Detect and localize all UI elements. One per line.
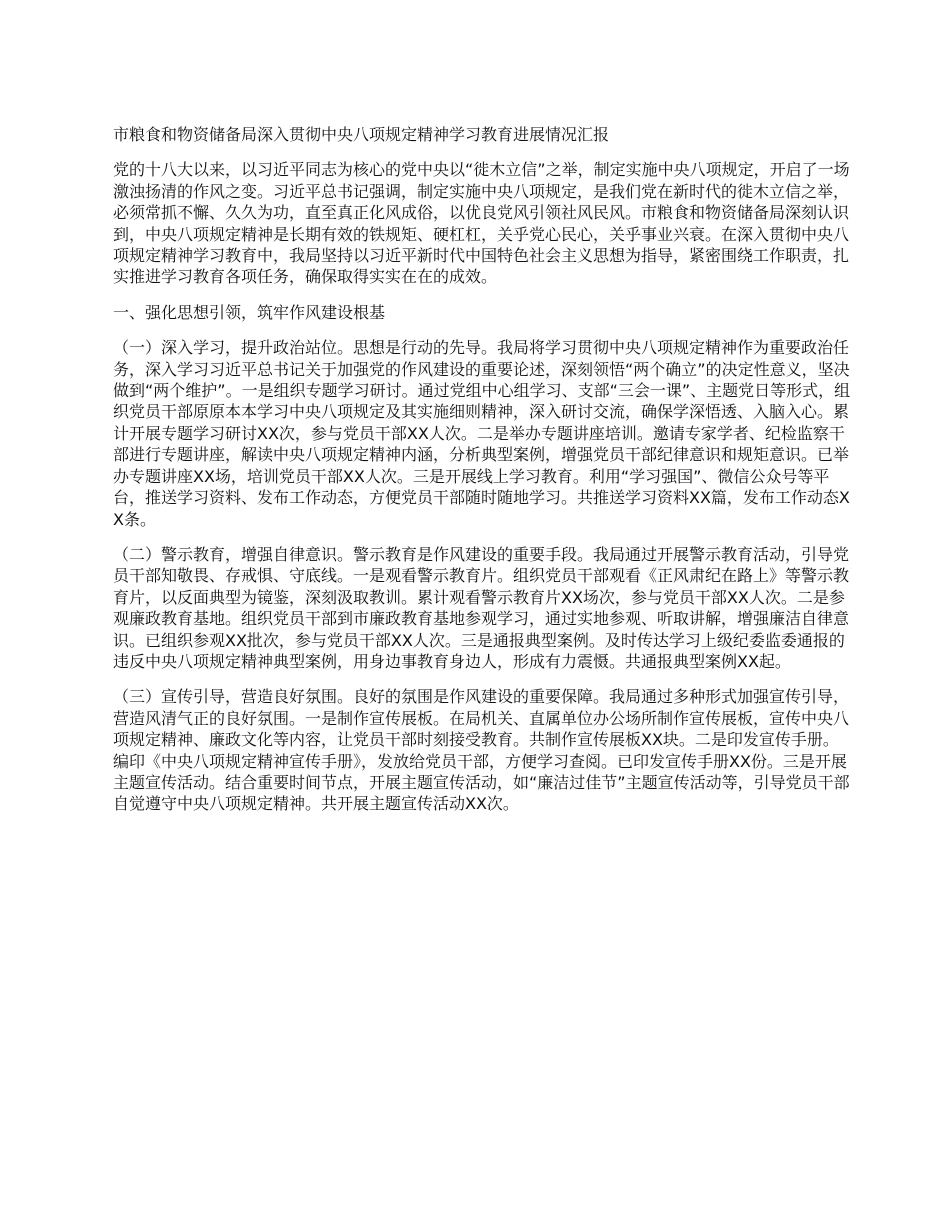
section-1-paragraph-1: （一）深入学习，提升政治站位。思想是行动的先导。我局将学习贯彻中央八项规定精神作为重要政治任务，深入学习习近平总书记关于加强党的作风建设的重要论述，深刻领悟“两个确立”的决定性意义，坚决做到“两个维护”。一是组织专题学习研讨。通过党组中心组学习、支部“三会一课”、主题党日等形式，组织党员干部原原本本学习中央八项规定及其实施细则精神，深入研讨交流，确保学深悟透、入脑入心。累计开展专题学习研讨XX次，参与党员干部XX人次。二是举办专题讲座培训。邀请专家学者、纪检监察干部进行专题讲座，解读中央八项规定精神内涵，分析典型案例，增强党员干部纪律意识和规矩意识。已举办专题讲座XX场，培训党员干部XX人次。三是开展线上学习教育。利用“学习强国”、微信公众号等平台，推送学习资料、发布工作动态，方便党员干部随时随地学习。共推送学习资料XX篇，发布工作动态XX条。 xyxy=(113,338,851,529)
section-heading-1: 一、强化思想引领，筑牢作风建设根基 xyxy=(113,302,386,322)
section-1-paragraph-2: （二）警示教育，增强自律意识。警示教育是作风建设的重要手段。我局通过开展警示教育活动，引导党员干部知敬畏、存戒惧、守底线。一是观看警示教育片。组织党员干部观看《正风肃纪在路上》等警示教育片，以反面典型为镜鉴，深刻汲取教训。累计观看警示教育片XX场次，参与党员干部XX人次。二是参观廉政教育基地。组织党员干部到市廉政教育基地参观学习，通过实地参观、听取讲解，增强廉洁自律意识。已组织参观XX批次，参与党员干部XX人次。三是通报典型案例。及时传达学习上级纪委监委通报的违反中央八项规定精神典型案例，用身边事教育身边人，形成有力震慑。共通报典型案例XX起。 xyxy=(113,544,850,671)
document-title: 市粮食和物资储备局深入贯彻中央八项规定精神学习教育进展情况汇报 xyxy=(113,125,610,144)
intro-paragraph: 党的十八大以来，以习近平同志为核心的党中央以“徙木立信”之举，制定实施中央八项规定，开启了一场激浊扬清的作风之变。习近平总书记强调，制定实施中央八项规定，是我们党在新时代的徙木立信之举，必须常抓不懈、久久为功，直至真正化风成俗，以优良党风引领社风民风。市粮食和物资储备局深刻认识到，中央八项规定精神是长期有效的铁规矩、硬杠杠，关乎党心民心，关乎事业兴衰。在深入贯彻中央八项规定精神学习教育中，我局坚持以习近平新时代中国特色社会主义思想为指导，紧密围绕工作职责，扎实推进学习教育各项任务，确保取得实实在在的成效。 xyxy=(113,160,850,287)
section-1-paragraph-3: （三）宣传引导，营造良好氛围。良好的氛围是作风建设的重要保障。我局通过多种形式加强宣传引导，营造风清气正的良好氛围。一是制作宣传展板。在局机关、直属单位办公场所制作宣传展板，宣传中央八项规定精神、廉政文化等内容，让党员干部时刻接受教育。共制作宣传展板XX块。二是印发宣传手册。编印《中央八项规定精神宣传手册》，发放给党员干部，方便学习查阅。已印发宣传手册XX份。三是开展主题宣传活动。结合重要时间节点，开展主题宣传活动，如“廉洁过佳节”主题宣传活动等，引导党员干部自觉遵守中央八项规定精神。共开展主题宣传活动XX次。 xyxy=(113,687,850,814)
document-body xyxy=(113,124,853,829)
